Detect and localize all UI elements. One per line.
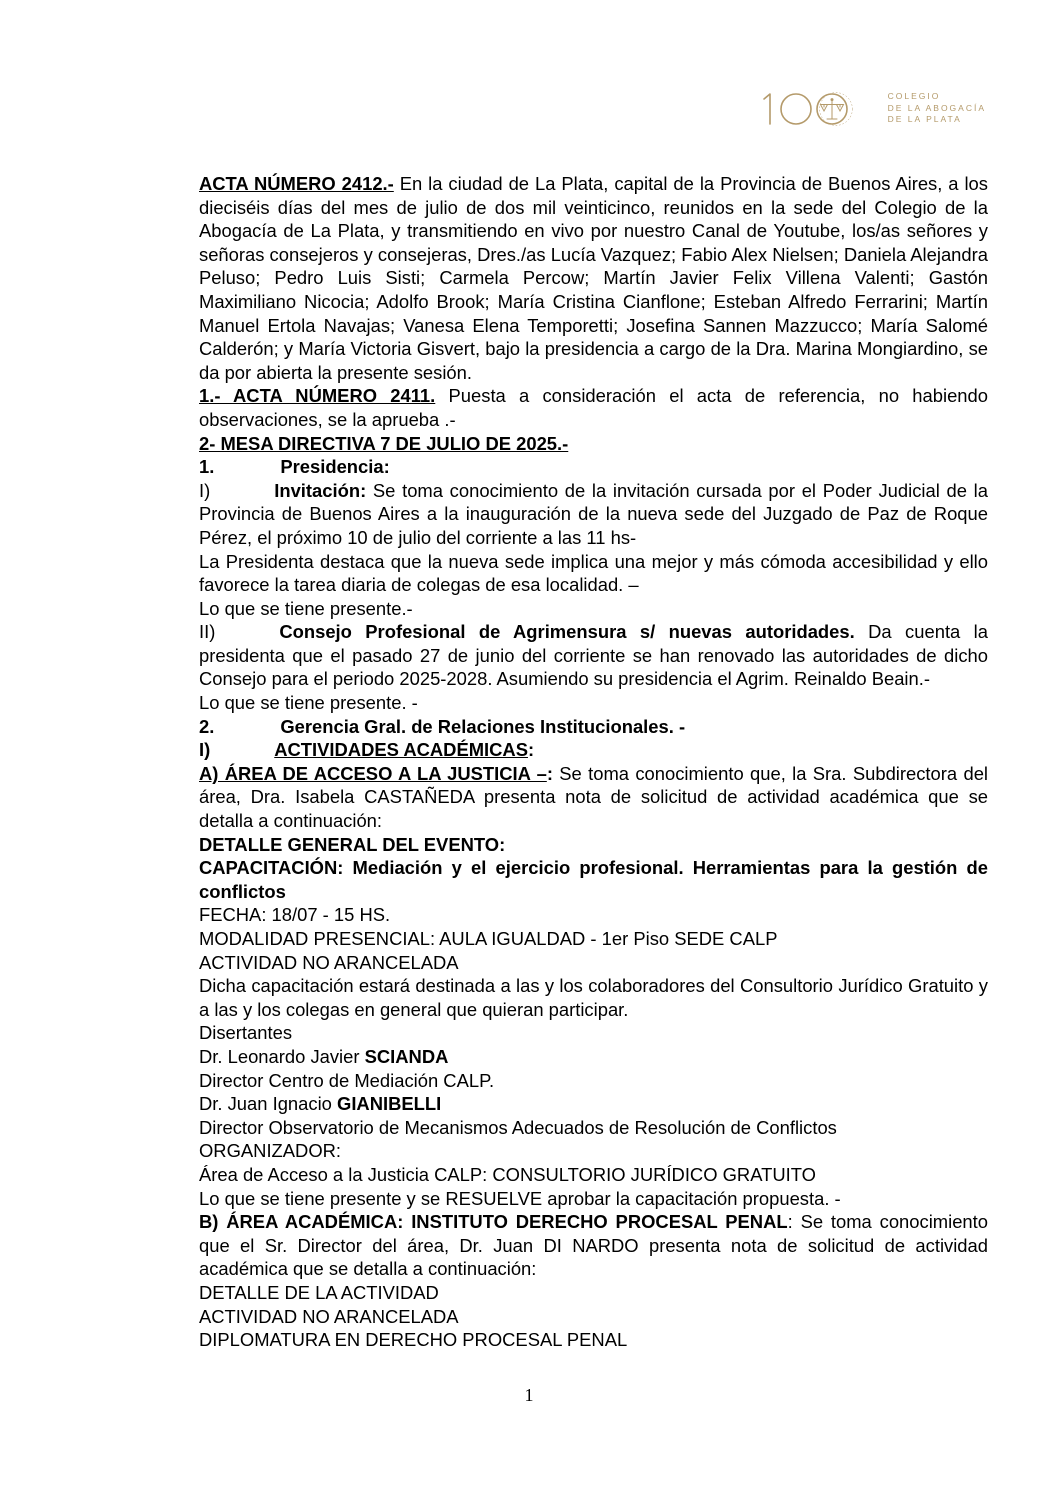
paragraph-capacitacion xyxy=(199,856,988,903)
paragraph-organizador-value xyxy=(199,1163,988,1187)
agrimensura-text: Da cuenta la presidenta que el pasado 27 de junio del corriente se han renovado las autoridades de dicho Consejo para el periodo 2025-2028. Asumiendo su presidencia el Agrim. Reinaldo Beain.- xyxy=(199,621,988,690)
detalle-general-heading: DETALLE GENERAL DEL EVENTO: xyxy=(199,833,506,855)
lo-que-se-tiene-presente-2: Lo que se tiene presente. - xyxy=(199,692,418,714)
modalidad-text: MODALIDAD PRESENCIAL: AULA IGUALDAD - 1er Piso SEDE CALP xyxy=(199,928,778,949)
disertante-1-prefix: Dr. Leonardo Javier xyxy=(199,1045,365,1067)
paragraph-lo-que-se-tiene-presente-2 xyxy=(199,691,988,715)
invitacion-label: Invitación: xyxy=(274,479,367,501)
area-b-heading: B) ÁREA ACADÉMICA: INSTITUTO DERECHO PROCESAL PENAL xyxy=(199,1211,788,1233)
diplomatura-text: DIPLOMATURA EN DERECHO PROCESAL PENAL xyxy=(199,1329,628,1351)
actividades-colon: : xyxy=(527,739,535,761)
area-a-heading: A) ÁREA DE ACCESO A LA JUSTICIA – xyxy=(199,762,547,784)
organizador-value: Área de Acceso a la Justicia CALP: CONSULTORIO JURÍDICO GRATUITO xyxy=(199,1163,816,1185)
item1-text: Puesta a consideración el acta de referencia, no habiendo observaciones, se la aprueba .- xyxy=(199,385,988,430)
paragraph-disertante-2-role xyxy=(199,1116,988,1140)
lo-que-se-tiene-presente-1: Lo que se tiene presente.- xyxy=(199,597,413,619)
area-b-colon: : xyxy=(787,1211,793,1233)
paragraph-invitacion xyxy=(199,479,988,550)
no-arancelada-2-text: ACTIVIDAD NO ARANCELADA xyxy=(199,1305,459,1327)
paragraph-fecha xyxy=(199,903,988,927)
page-number: 1 xyxy=(524,1385,534,1405)
paragraph-disertante-1-role xyxy=(199,1069,988,1093)
paragraph-detalle-general xyxy=(199,833,988,857)
paragraph-area-acceso-justicia xyxy=(199,762,988,833)
institution-logo xyxy=(760,78,986,136)
agrimensura-label: Consejo Profesional de Agrimensura s/ nuevas autoridades. xyxy=(279,621,855,643)
paragraph-presidencia xyxy=(199,455,988,479)
actividades-number: I) xyxy=(199,739,211,761)
disertante-2-surname: GIANIBELLI xyxy=(337,1093,442,1115)
detalle-actividad-text: DETALLE DE LA ACTIVIDAD xyxy=(199,1281,439,1303)
disertante-2-role: Director Observatorio de Mecanismos Adecuados de Resolución de Conflictos xyxy=(199,1116,837,1138)
resuelve-text: Lo que se tiene presente y se RESUELVE aprobar la capacitación propuesta. - xyxy=(199,1187,841,1209)
disertante-1-surname: SCIANDA xyxy=(364,1045,449,1067)
document-body xyxy=(199,172,988,1352)
item1-heading: 1.- ACTA NÚMERO 2411. xyxy=(199,385,436,407)
paragraph-no-arancelada-1 xyxy=(199,951,988,975)
paragraph-lo-que-se-tiene-presente-1 xyxy=(199,597,988,621)
paragraph-agrimensura xyxy=(199,620,988,691)
gerencia-number: 2. xyxy=(199,715,215,737)
paragraph-detalle-actividad xyxy=(199,1281,988,1305)
presidencia-label: Presidencia: xyxy=(280,456,390,478)
organizador-label: ORGANIZADOR: xyxy=(199,1140,342,1162)
disertante-2-prefix: Dr. Juan Ignacio xyxy=(199,1093,338,1115)
colegio-100-logo-icon xyxy=(760,78,878,136)
paragraph-item-2-heading xyxy=(199,432,988,456)
presidencia-number: 1. xyxy=(199,456,215,478)
acta-opening-text: En la ciudad de La Plata, capital de la Provincia de Buenos Aires, a los dieciséis días del mes de julio de dos mil veinticinco, reunidos en la sede del Colegio de la Abogacía de La Plata, y transmitiendo en vivo por nuestro Canal de Youtube, los/as señores y señoras consejeros y consejeras, Dres./as Lucía Vazquez; Fabio Alex Nielsen; Daniela Alejandra Peluso; Pedro Luis Sisti; Carmela Percow; Martín Javier Felix Villena Valenti; Gastón Maximiliano Nicocia; Adolfo Brook; María Cristina Cianflone; Esteban Alfredo Ferrarini; Martín Manuel Ertola Navajas; Vanesa Elena Temporetti; Josefina Sannen Mazzucco; María Salomé Calderón; y María Victoria Gisvert, bajo la presidencia a cargo de la Dra. Marina Mongiardino, se da por abierta la presente sesión. xyxy=(199,173,988,383)
area-b-text: Se toma conocimiento que el Sr. Director del área, Dr. Juan DI NARDO presenta nota de solicitud de actividad académica que se detalla a continuación: xyxy=(199,1211,988,1280)
paragraph-presidenta-destaca xyxy=(199,550,988,597)
presidenta-destaca-text: La Presidenta destaca que la nueva sede implica una mejor y más cómoda accesibilidad y ello favorece la tarea diaria de colegas de esa localidad. – xyxy=(199,550,988,596)
invitacion-text: Se toma conocimiento de la invitación cursada por el Poder Judicial de la Provincia de Buenos Aires a la inauguración de la nueva sede del Juzgado de Paz de Roque Pérez, el próximo 10 de julio del corriente a las 11 hs- xyxy=(199,479,988,548)
logo-line-1: COLEGIO xyxy=(887,91,941,102)
paragraph-no-arancelada-2 xyxy=(199,1305,988,1329)
paragraph-disertante-1 xyxy=(199,1045,988,1069)
destinatarios-text: Dicha capacitación estará destinada a las y los colaboradores del Consultorio Jurídico Gratuito y a las y los colegas en general que quieran participar. xyxy=(199,975,988,1020)
item2-heading: 2- MESA DIRECTIVA 7 DE JULIO DE 2025.- xyxy=(199,432,569,454)
acta-number-heading: ACTA NÚMERO 2412.- xyxy=(199,173,394,194)
capacitacion-title: CAPACITACIÓN: Mediación y el ejercicio profesional. Herramientas para la gestión de conflictos xyxy=(199,857,988,902)
paragraph-acta-opening xyxy=(199,172,988,384)
paragraph-actividades-academicas xyxy=(199,738,988,762)
area-a-text: Se toma conocimiento que, la Sra. Subdirectora del área, Dra. Isabela CASTAÑEDA presenta nota de solicitud de actividad académica que se detalla a continuación: xyxy=(199,762,989,832)
disertante-1-role: Director Centro de Mediación CALP. xyxy=(199,1069,495,1091)
actividades-label: ACTIVIDADES ACADÉMICAS xyxy=(274,739,528,761)
fecha-text: FECHA: 18/07 - 15 HS. xyxy=(199,904,391,926)
paragraph-area-academica xyxy=(199,1210,988,1281)
paragraph-item-1 xyxy=(199,384,988,431)
logo-line-2: DE LA ABOGACÍA xyxy=(887,102,986,113)
paragraph-resuelve xyxy=(199,1187,988,1211)
paragraph-organizador-label xyxy=(199,1139,988,1163)
paragraph-diplomatura xyxy=(199,1328,988,1352)
invitacion-number: I) xyxy=(199,479,211,501)
paragraph-gerencia xyxy=(199,715,988,739)
paragraph-destinatarios xyxy=(199,974,988,1021)
paragraph-disertante-2 xyxy=(199,1092,988,1116)
logo-line-3: DE LA PLATA xyxy=(887,114,962,125)
agrimensura-number: II) xyxy=(199,621,216,643)
gerencia-label: Gerencia Gral. de Relaciones Institucionales. - xyxy=(280,715,686,737)
logo-wordmark xyxy=(888,90,986,124)
paragraph-disertantes-label xyxy=(199,1021,988,1045)
paragraph-modalidad xyxy=(199,927,988,951)
disertantes-label: Disertantes xyxy=(199,1022,293,1044)
no-arancelada-1-text: ACTIVIDAD NO ARANCELADA xyxy=(199,951,459,973)
area-a-colon: : xyxy=(546,762,553,784)
